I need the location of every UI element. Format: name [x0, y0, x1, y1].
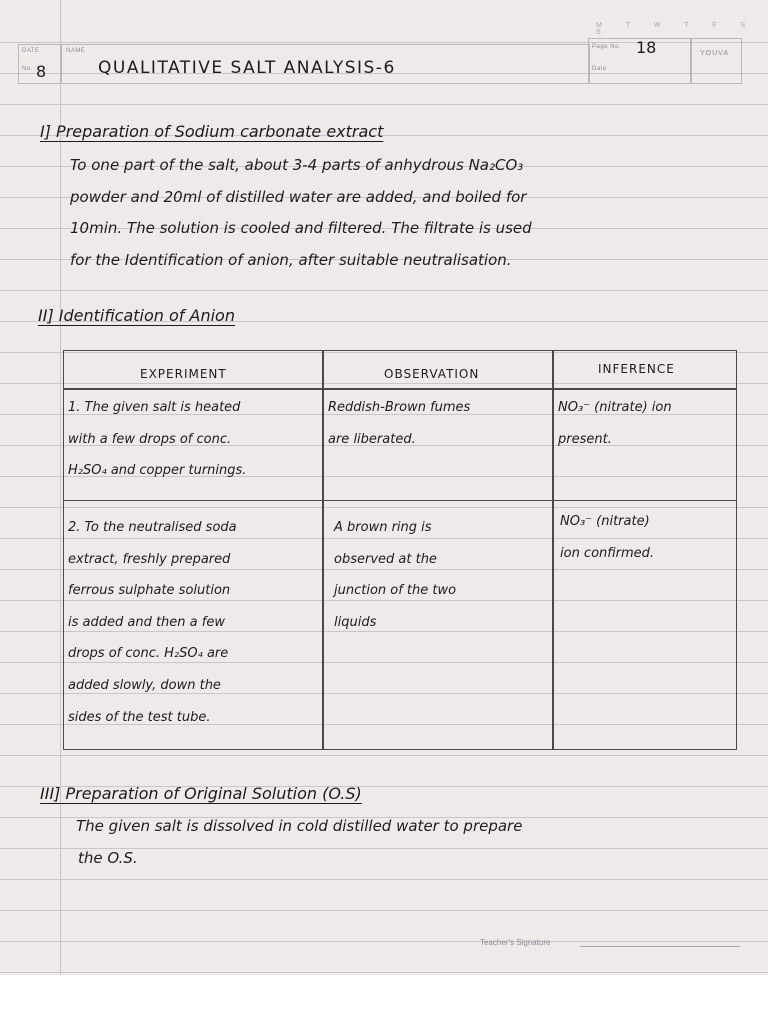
cell-line: Reddish-Brown fumes [328, 400, 471, 415]
no-label: No. [22, 66, 33, 72]
cell-line: NO₃⁻ (nitrate) [560, 514, 650, 529]
teacher-signature-label: Teacher's Signature [480, 938, 551, 947]
row-1-observation [328, 392, 470, 455]
cell-line: NO₃⁻ (nitrate) ion [558, 400, 672, 415]
section-1-line: 10min. The solution is cooled and filtered. The filtrate is used [70, 219, 532, 238]
signature-line [580, 946, 740, 947]
section-2-heading: II] Identification of Anion [38, 306, 235, 325]
cell-line: observed at the [334, 551, 437, 567]
row-2-observation [334, 512, 456, 638]
table-col-rule-1 [322, 350, 324, 750]
section-3-line: The given salt is dissolved in cold distilled water to prepare [76, 817, 523, 835]
cell-line: present. [558, 431, 612, 447]
page-number: 18 [636, 38, 657, 57]
page-no-label: Page No. [592, 44, 622, 50]
brand-box [690, 38, 742, 84]
table-col-rule-2 [552, 350, 554, 750]
margin-line [60, 0, 61, 975]
cell-line: 2. To the neutralised soda [68, 520, 237, 535]
date-label: DATE [22, 48, 40, 54]
section-1-line: powder and 20ml of distilled water are added, and boiled for [70, 187, 527, 206]
section-3-text [76, 811, 746, 874]
cell-line: A brown ring is [334, 520, 432, 535]
cell-line: with a few drops of conc. [68, 431, 232, 447]
cell-line: is added and then a few [68, 614, 225, 630]
table-header-observation: OBSERVATION [384, 367, 480, 381]
cell-line: junction of the two [334, 583, 457, 599]
section-3-heading: III] Preparation of Original Solution (O.S) [40, 784, 362, 803]
table-header-experiment: EXPERIMENT [140, 367, 227, 381]
row-2-inference [560, 506, 654, 569]
brand-logo: YOUVA [700, 50, 729, 57]
cell-line: liquids [334, 614, 377, 630]
table-header-rule [63, 388, 737, 390]
row-1-experiment [68, 392, 246, 487]
section-1-text [70, 150, 750, 276]
cell-line: ion confirmed. [560, 545, 655, 561]
name-label: NAME [66, 48, 86, 54]
experiment-number: 8 [36, 62, 47, 81]
section-1-line: To one part of the salt, about 3-4 parts of anhydrous Na₂CO₃ [70, 156, 524, 174]
page-title: QUALITATIVE SALT ANALYSIS-6 [98, 58, 396, 78]
row-2-experiment [68, 512, 237, 733]
table-row-rule [63, 500, 737, 501]
cell-line: 1. The given salt is heated [68, 400, 241, 415]
row-1-inference [558, 392, 672, 455]
cell-line: H₂SO₄ and copper turnings. [68, 463, 247, 479]
cell-line: added slowly, down the [68, 677, 221, 693]
cell-line: drops of conc. H₂SO₄ are [68, 646, 229, 662]
cell-line: extract, freshly prepared [68, 551, 231, 567]
cell-line: are liberated. [328, 431, 416, 447]
section-1-line: for the Identification of anion, after suitable neutralisation. [70, 250, 512, 269]
weekday-strip: M T W T F S S [596, 22, 757, 36]
cell-line: sides of the test tube. [68, 709, 211, 725]
section-3-line: the O.S. [78, 848, 138, 867]
cell-line: ferrous sulphate solution [68, 583, 231, 599]
section-1-heading: I] Preparation of Sodium carbonate extract [40, 122, 384, 141]
date2-label: Date [592, 66, 607, 72]
table-header-inference: INFERENCE [598, 362, 675, 376]
